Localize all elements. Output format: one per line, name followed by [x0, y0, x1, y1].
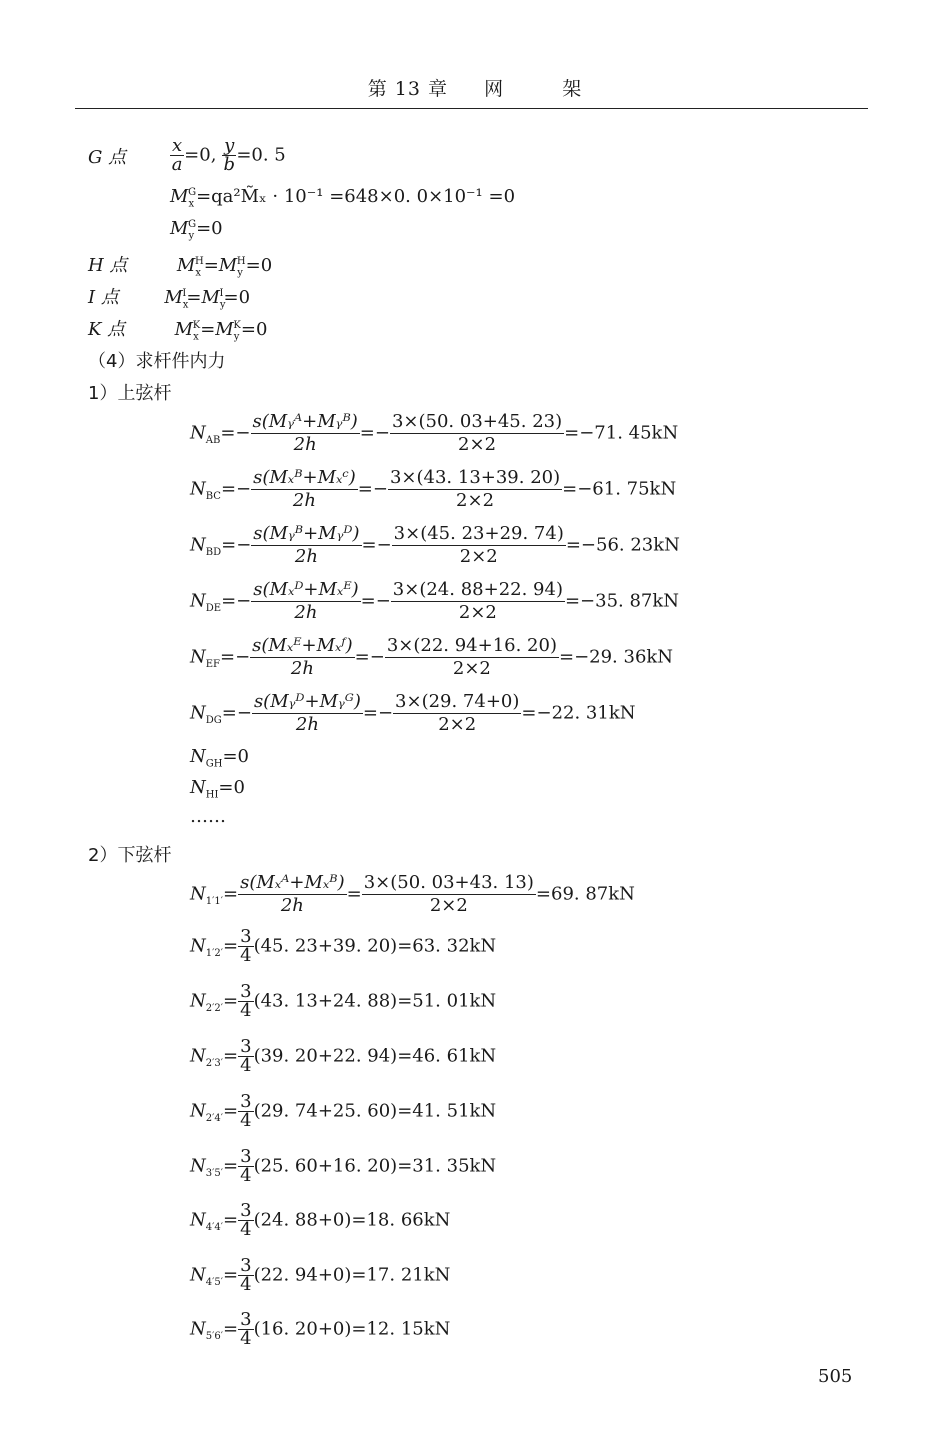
upper-eq-0: $N_{AB}=-$ $\frac{\text{s(Mᵧᴬ+Mᵧᴮ)}}{2h}$ =− $\frac{3\times(50. 03+45. 23)}{2\times 2}$ =−71. 45kN — [190, 411, 679, 455]
page-number: 505 — [818, 1366, 853, 1387]
g-point-condition: $\frac{x}{a}$ =0, $\frac{y}{b}$ =0. 5 — [171, 135, 286, 175]
upper-eq-4: $N_{EF}=-$ $\frac{\text{s(Mₓᴱ+Mₓᶠ)}}{2h}$ =− $\frac{3\times(22. 94+16. 20)}{2\times 2}$ =−29. 36kN — [190, 635, 674, 679]
upper-ngh: $N_{GH}=0$ — [190, 746, 250, 770]
upper-nhi: $N_{HI}=0$ — [190, 777, 245, 801]
lower-eq-4: $N_{3'5'}=$ $\frac{3}{4}$ (25. 60+16. 20)=31. 35kN — [190, 1146, 497, 1186]
chapter-label: 第 13 章 — [367, 78, 449, 100]
upper-eq-5: $N_{DG}=-$ $\frac{\text{s(Mᵧᴰ+Mᵧᴳ)}}{2h}$ =− $\frac{3\times(29. 74+0)}{2\times 2}$ =−22. 31kN — [190, 691, 636, 735]
upper-ellipsis: …… — [190, 806, 226, 827]
lower-eq-3: $N_{2'4'}=$ $\frac{3}{4}$ (29. 74+25. 60)=41. 51kN — [190, 1091, 497, 1131]
g-point-label: G 点 — [88, 147, 127, 168]
upper-eq-3: $N_{DE}=-$ $\frac{\text{s(Mₓᴰ+Mₓᴱ)}}{2h}$ =− $\frac{3\times(24. 88+22. 94)}{2\times 2}$ =−35. 87kN — [190, 579, 680, 623]
header-rule — [75, 108, 868, 109]
upper-chord-title: 1）上弦杆 — [88, 383, 172, 404]
lower-eq-1: $N_{2'2'}=$ $\frac{3}{4}$ (43. 13+24. 88)=51. 01kN — [190, 981, 497, 1021]
lower-eq-0: $N_{1'2'}=$ $\frac{3}{4}$ (45. 23+39. 20)=63. 32kN — [190, 926, 497, 966]
k-point: K 点 $M_x^K=M_y^K=0$ — [88, 319, 268, 343]
upper-eq-1: $N_{BC}=-$ $\frac{\text{s(Mₓᴮ+Mₓᶜ)}}{2h}$ =− $\frac{3\times(43. 13+39. 20)}{2\times 2}$ =−61. 75kN — [190, 467, 677, 511]
upper-eq-2: $N_{BD}=-$ $\frac{\text{s(Mᵧᴮ+Mᵧᴰ)}}{2h}$ =− $\frac{3\times(45. 23+29. 74)}{2\times 2}$ =−56. 23kN — [190, 523, 680, 567]
lower-eq-6: $N_{4'5'}=$ $\frac{3}{4}$ (22. 94+0)=17. 21kN — [190, 1255, 451, 1295]
i-point: I 点 $M_x^I=M_y^I=0$ — [88, 287, 251, 311]
chapter-title-2: 架 — [562, 78, 583, 100]
lower-eq-7: $N_{5'6'}=$ $\frac{3}{4}$ (16. 20+0)=12. 15kN — [190, 1309, 451, 1349]
lower-eq-5: $N_{4'4'}=$ $\frac{3}{4}$ (24. 88+0)=18. 66kN — [190, 1200, 451, 1240]
g-point-mx: $M_x^G=qa^2M̃_x \cdot 10^{-1} =648\times 0$. 0×10⁻¹ =0 — [170, 186, 516, 210]
chapter-title-1: 网 — [484, 78, 505, 100]
g-point-my: $M_y^G=0$ — [170, 218, 223, 242]
h-point: H 点 $M_x^H=M_y^H=0$ — [88, 255, 273, 279]
lower-eq-first: $N_{1'1'}=$ $\frac{\text{s(Mₓᴬ+Mₓᴮ)}}{2h}$ = $\frac{3\times(50. 03+43. 13)}{2\times 2}$ =69. 87kN — [190, 872, 635, 916]
lower-chord-title: 2）下弦杆 — [88, 845, 172, 866]
section-4-title: （4）求杆件内力 — [88, 351, 226, 372]
running-header — [0, 74, 950, 101]
lower-eq-2: $N_{2'3'}=$ $\frac{3}{4}$ (39. 20+22. 94)=46. 61kN — [190, 1036, 497, 1076]
